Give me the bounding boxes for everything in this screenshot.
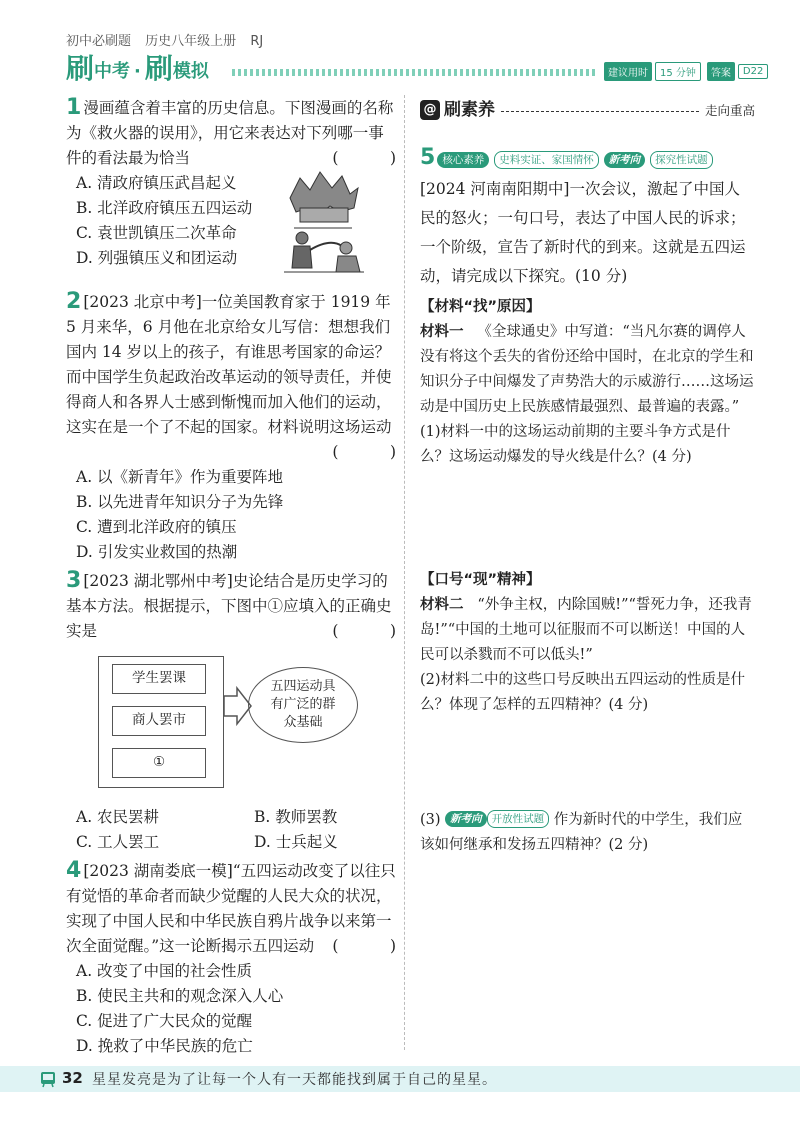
page-number: 32 bbox=[62, 1069, 83, 1087]
tag-core: 核心素养 bbox=[437, 152, 489, 168]
material-2-text: “外争主权，内除国贼!”“誓死力争，还我青岛!”“中国的土地可以征服而不可以断送！中国的人民可以杀戮而不可以低头!” bbox=[420, 597, 752, 663]
time-label: 建议用时 bbox=[604, 62, 652, 81]
book-subject: 历史八年级上册 bbox=[145, 34, 237, 49]
section-logo bbox=[66, 52, 213, 84]
answer-blank: ( ) bbox=[332, 443, 414, 461]
option-b: B. 使民主共和的观念深入人心 bbox=[76, 987, 284, 1005]
option-d: D. 士兵起义 bbox=[254, 833, 338, 851]
section-subtitle: 走向重高 bbox=[704, 102, 755, 118]
section-badge-icon: @ bbox=[420, 100, 440, 120]
question-3 bbox=[66, 568, 414, 855]
question-text bbox=[420, 146, 755, 291]
tag-new-direction: 新考向 bbox=[604, 152, 646, 168]
diagram-box-3: ① bbox=[112, 748, 206, 778]
cartoon-illustration bbox=[280, 168, 366, 278]
question-text bbox=[66, 96, 414, 171]
section-header bbox=[420, 96, 755, 124]
book-title bbox=[66, 30, 273, 49]
question-2 bbox=[66, 289, 414, 565]
page-footer bbox=[0, 1066, 800, 1092]
option-a: A. 以《新青年》作为重要阵地 bbox=[76, 468, 284, 486]
option-d: D. 挽救了中华民族的危亡 bbox=[76, 1037, 253, 1055]
column-divider bbox=[404, 95, 405, 1050]
logo-word-a: 中考 bbox=[94, 61, 131, 82]
option-a: A. 农民罢耕 bbox=[76, 808, 160, 826]
part-2-heading: 【口号“现”精神】 bbox=[420, 572, 541, 588]
question-5 bbox=[420, 146, 755, 858]
subquestion-3 bbox=[420, 808, 755, 858]
question-stem: [2023 湖北鄂州中考]史论结合是历史学习的基本方法。根据提示，下图中①应填入的正确史实是 bbox=[66, 572, 392, 640]
answer-label: 答案 bbox=[707, 62, 735, 81]
question-number: 3 bbox=[66, 568, 82, 593]
option-d: D. 引发实业救国的热潮 bbox=[76, 543, 238, 561]
logo-word-b: 模拟 bbox=[172, 61, 209, 82]
option-a: A. 改变了中国的社会性质 bbox=[76, 962, 253, 980]
answer-value: D22 bbox=[738, 64, 768, 79]
section-title: 刷素养 bbox=[444, 99, 495, 120]
answer-space-2[interactable] bbox=[420, 718, 755, 808]
question-number: 1 bbox=[66, 95, 82, 120]
answer-blank: ( ) bbox=[332, 937, 414, 955]
part-1-heading: 【材料“找”原因】 bbox=[420, 299, 541, 315]
question-stem: [2023 湖南娄底一模]“五四运动改变了以往只有觉悟的革命者而缺少觉醒的人民大众的状况，实现了中国人民和中华民族自鸦片战争以来第一次全面觉醒。”这一论断揭示五四运动 bbox=[66, 862, 396, 955]
footer-quote: 星星发亮是为了让每一个人有一天都能找到属于自己的星星。 bbox=[92, 1072, 497, 1088]
question-number: 2 bbox=[66, 289, 82, 314]
option-d: D. 列强镇压义和团运动 bbox=[76, 249, 238, 267]
diagram-ellipse bbox=[248, 667, 358, 743]
ellipse-line-3: 众基础 bbox=[283, 715, 323, 730]
time-value: 15 分钟 bbox=[655, 62, 701, 81]
question-text bbox=[66, 859, 414, 959]
option-b: B. 北洋政府镇压五四运动 bbox=[76, 199, 253, 217]
book-series: 初中必刷题 bbox=[66, 34, 132, 49]
option-b: B. 以先进青年知识分子为先锋 bbox=[76, 493, 284, 511]
tag-open: 开放性试题 bbox=[487, 810, 550, 828]
logo-dot: · bbox=[134, 61, 141, 82]
subquestion-1: (1)材料一中的这场运动前期的主要斗争方式是什么？这场运动爆发的导火线是什么？(4 分) bbox=[420, 424, 731, 465]
question-stem: 漫画蕴含着丰富的历史信息。下图漫画的名称为《救火器的误用》，用它来表达对下列哪一事件的看法最为恰当 bbox=[66, 99, 394, 167]
option-c: C. 遭到北洋政府的镇压 bbox=[76, 518, 237, 536]
logo-char-b: 刷 bbox=[144, 52, 173, 85]
option-c: C. 促进了广大民众的觉醒 bbox=[76, 1012, 253, 1030]
ellipse-line-2: 有广泛的群 bbox=[270, 697, 336, 712]
header-stripe bbox=[232, 69, 598, 76]
question-text bbox=[66, 569, 414, 644]
question-number: 4 bbox=[66, 858, 82, 883]
material-1 bbox=[420, 320, 755, 420]
answer-blank: ( ) bbox=[332, 149, 414, 167]
time-info bbox=[604, 62, 768, 81]
answer-blank: ( ) bbox=[332, 622, 414, 640]
option-c: C. 袁世凯镇压二次革命 bbox=[76, 224, 237, 242]
option-c: C. 工人罢工 bbox=[76, 833, 160, 851]
diagram-box-2: 商人罢市 bbox=[112, 706, 206, 736]
material-2-label: 材料二 bbox=[420, 597, 464, 613]
option-b: B. 教师罢教 bbox=[254, 808, 338, 826]
tag-type: 探究性试题 bbox=[650, 151, 713, 169]
cause-diagram bbox=[66, 650, 396, 805]
question-text bbox=[66, 290, 414, 461]
section-divider bbox=[501, 111, 699, 112]
option-a: A. 清政府镇压武昌起义 bbox=[76, 174, 237, 192]
tag-skills: 史料实证、家国情怀 bbox=[494, 151, 599, 169]
question-stem: [2024 河南南阳期中]一次会议，激起了中国人民的怒火；一句口号，表达了中国人民的诉求；一个阶级，宣告了新时代的到来。这就是五四运动，请完成以下探究。(10 分) bbox=[420, 180, 746, 285]
question-4 bbox=[66, 858, 414, 1059]
book-icon bbox=[40, 1070, 56, 1088]
tag-new-direction: 新考向 bbox=[445, 811, 487, 827]
book-edition: RJ bbox=[250, 34, 264, 49]
material-1-label: 材料一 bbox=[420, 324, 464, 340]
diagram-box-1: 学生罢课 bbox=[112, 664, 206, 694]
subquestion-3-number: (3) bbox=[420, 812, 441, 828]
subquestion-3-text: 作为新时代的中学生，我们应该如何继承和发扬五四精神？(2 分) bbox=[420, 812, 743, 853]
material-2 bbox=[420, 593, 755, 668]
subquestion-2: (2)材料二中的这些口号反映出五四运动的性质是什么？体现了怎样的五四精神？(4 分) bbox=[420, 672, 746, 713]
ellipse-line-1: 五四运动具 bbox=[270, 679, 336, 694]
answer-space-1[interactable] bbox=[420, 470, 755, 568]
question-number: 5 bbox=[420, 145, 436, 170]
logo-char-a: 刷 bbox=[66, 52, 95, 85]
right-column bbox=[420, 96, 755, 858]
question-stem: [2023 北京中考]一位美国教育家于 1919 年 5 月来华，6 月他在北京给女儿写信：想想我们国内 14 岁以上的孩子，有谁思考国家的命运？而中国学生负起政治改革运动的领导责任，并使得商人和各界人士感到惭愧而加入他们的运动，这实在是一个了不起的国家。材料说明这场运动 bbox=[66, 293, 392, 436]
material-1-text: 《全球通史》中写道：“当凡尔赛的调停人没有将这个丢失的省份还给中国时，在北京的学生和知识分子中间爆发了声势浩大的示威游行……这场运动是中国历史上民族感情最强烈、最普遍的表露。” bbox=[420, 324, 754, 415]
